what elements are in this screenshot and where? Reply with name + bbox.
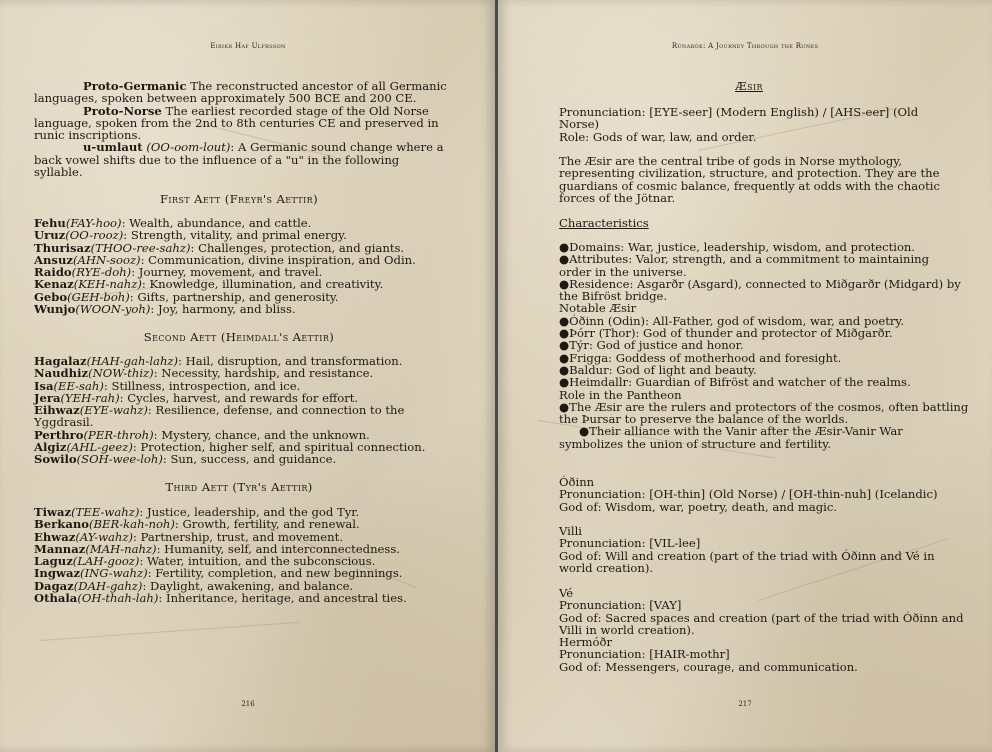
rune-entry: Sowilo(SOH-wee-loh): Sun, success, and guidance. xyxy=(34,452,337,467)
rune-entry: Wunjo(WOON-yoh): Joy, harmony, and bliss. xyxy=(34,302,296,317)
glossary: Proto-Germanic The reconstructed ancestor of all Germanic languages, spoken between approximately 500 BCE and 200 CE. Proto-Norse The earliest recorded stage of the Old Norse language, spoken from the 2nd to 8th centuries CE and preserved in runic inscriptions. u-umlaut (OO-oom-lout): A Germanic sound change where a back vowel shifts due to the influence of a "u" in the following syllable. xyxy=(34,79,447,180)
right-page xyxy=(498,0,992,752)
rune-entry: Berkano(BER-kah-noh): Growth, fertility, and renewal. xyxy=(34,517,360,532)
rune-list xyxy=(34,506,444,604)
list-item: ●Baldur: God of light and beauty. xyxy=(559,362,757,377)
rune-entry: Tiwaz(TEE-wahz): Justice, leadership, and the god Tyr. xyxy=(34,505,360,519)
god-entry-odinn: Óðinn Pronunciation: [OH-thin] (Old Norse) / [OH-thin-nuh] (Icelandic) God of: Wisdom, war, poetry, death, and magic. xyxy=(559,475,938,514)
characteristics-list xyxy=(559,240,969,451)
subheading: Notable Æsir xyxy=(559,301,637,316)
rune-entry: Dagaz(DAH-gahz): Daylight, awakening, and balance. xyxy=(34,578,354,593)
running-head-title: Rúnabók: A Journey Through the Runes xyxy=(671,42,819,50)
aett-heading: Third Aett (Tyr's Aettir) xyxy=(165,480,313,494)
list-item: order in the universe. xyxy=(559,264,687,279)
running-head-author: Eirikr Haf Ulfrsson xyxy=(210,42,286,50)
rune-entry: Eihwaz(EYE-wahz): Resilience, defense, and connection to the xyxy=(34,403,405,418)
list-item: the Þursar to preserve the balance of the worlds. xyxy=(559,412,849,427)
section-title: Æsir xyxy=(735,79,763,93)
list-item: ●Heimdallr: Guardian of Bifröst and watcher of the realms. xyxy=(559,375,911,390)
rune-list xyxy=(34,217,444,315)
rune-entry: Laguz(LAH-gooz): Water, intuition, and the subconscious. xyxy=(34,554,376,569)
rune-entry: Ingwaz(ING-wahz): Fertility, completion, and new beginnings. xyxy=(34,566,403,581)
rune-entry: Kenaz(KEH-nahz): Knowledge, illumination, and creativity. xyxy=(34,277,384,292)
rune-entry: Fehu(FAY-hoo): Wealth, abundance, and cattle. xyxy=(34,216,312,230)
list-item: ●Attributes: Valor, strength, and a commitment to maintaining xyxy=(559,252,930,267)
rune-list: Hagalaz(HAH-gah-lahz): Hail, disruption, and transformation. Naudhiz(NOW-thiz): Necessity, hardship, and resistance. Isa(EE-sah): Stillness, introspection, and ice. Jera(YEH-rah): Cycles, harvest, and rewards for effort. Eihwaz(EYE-wahz): Resilience, defense, and connection to the Yggdrasil. Perthro(PER-throh): Mystery, chance, and the unknown. Algiz(AHL-geez): Protection, higher self, and spiritual connection. Sowilo(SOH-wee-loh): Sun, success, and guidance. xyxy=(34,355,444,466)
aesir-intro: The Æsir are the central tribe of gods in Norse mythology, representing civilization, structure, and protection. They are the guardians of cosmic balance, frequently at odds with the chaotic forces of the Jötnar. xyxy=(559,154,940,205)
rune-entry: Isa(EE-sah): Stillness, introspection, and ice. xyxy=(34,378,301,393)
rune-entry: Mannaz(MAH-nahz): Humanity, self, and interconnectedness. xyxy=(34,541,400,556)
rune-entry: Jera(YEH-rah): Cycles, harvest, and rewards for effort. xyxy=(34,390,359,405)
list-item: the Bifröst bridge. xyxy=(559,289,668,304)
list-item: ●Óðinn (Odin): All-Father, god of wisdom, war, and poetry. xyxy=(559,313,905,328)
list-item: ●Residence: Asgarðr (Asgard), connected to Miðgarðr (Midgard) by xyxy=(559,276,961,291)
god-entry-villi: Villi Pronunciation: [VIL-lee] God of: Will and creation (part of the triad with Óðinn and Vé in world creation). xyxy=(559,524,935,575)
rune-entry: Ehwaz(AY-wahz): Partnership, trust, and movement. xyxy=(34,529,343,544)
rune-entry: Perthro(PER-throh): Mystery, chance, and the unknown. xyxy=(34,427,370,442)
aesir-overview: Pronunciation: [EYE-seer] (Modern English) / [AHS-eer] (Old Norse) Role: Gods of war, law, and order. xyxy=(559,105,919,144)
rune-entry: Gebo(GEH-boh): Gifts, partnership, and generosity. xyxy=(34,289,339,304)
page-number: 216 xyxy=(241,700,255,708)
aett-heading: Second Aett (Heimdall's Aettir) xyxy=(143,330,335,344)
list-item: ●Frigga: Goddess of motherhood and foresight. xyxy=(559,350,842,365)
god-entry-ve: Vé Pronunciation: [VAY] God of: Sacred spaces and creation (part of the triad with Óðinn and Villi in world creation). Hermóðr Pronunciation: [HAIR-mothr] God of: Messengers, courage, and communication. xyxy=(559,586,964,674)
glossary-entry: u-umlaut (OO-oom-lout): A Germanic sound change where a xyxy=(83,140,444,155)
list-item: ●Þórr (Thor): God of thunder and protector of Miðgarðr. xyxy=(559,326,893,341)
rune-entry: Ansuz(AHN-sooz): Communication, divine inspiration, and Odin. xyxy=(34,252,416,267)
rune-entry: Algiz(AHL-geez): Protection, higher self, and spiritual connection. xyxy=(34,440,426,455)
list-item: ●The Æsir are the rulers and protectors of the cosmos, often battling xyxy=(559,399,969,414)
rune-entry: Thurisaz(THOO-ree-sahz): Challenges, protection, and giants. xyxy=(34,240,405,255)
page-number: 217 xyxy=(738,700,752,708)
list-item: ●Týr: God of justice and honor. xyxy=(559,338,744,353)
rune-entry: Hagalaz(HAH-gah-lahz): Hail, disruption, and transformation. xyxy=(34,354,403,368)
rune-entry: Othala(OH-thah-lah): Inheritance, heritage, and ancestral ties. xyxy=(34,591,407,606)
rune-entry: Naudhiz(NOW-thiz): Necessity, hardship, and resistance. xyxy=(34,366,374,381)
rune-entry: Uruz(OO-rooz): Strength, vitality, and primal energy. xyxy=(34,228,347,243)
characteristics-heading: Characteristics xyxy=(559,216,649,230)
glossary-entry: Proto-Norse The earliest recorded stage of the Old Norse xyxy=(83,103,429,118)
glossary-entry: Proto-Germanic The reconstructed ancestor of all Germanic xyxy=(83,79,447,93)
list-item: symbolizes the union of structure and fertility. xyxy=(559,436,831,451)
rune-entry: Raido(RYE-doh): Journey, movement, and travel. xyxy=(34,265,323,280)
list-item: ●Domains: War, justice, leadership, wisdom, and protection. xyxy=(559,240,916,254)
aett-heading: First Aett (Freyr's Aettir) xyxy=(159,192,319,206)
list-item: ●Their alliance with the Vanir after the Æsir-Vanir War xyxy=(579,424,903,439)
subheading: Role in the Pantheon xyxy=(559,387,682,402)
